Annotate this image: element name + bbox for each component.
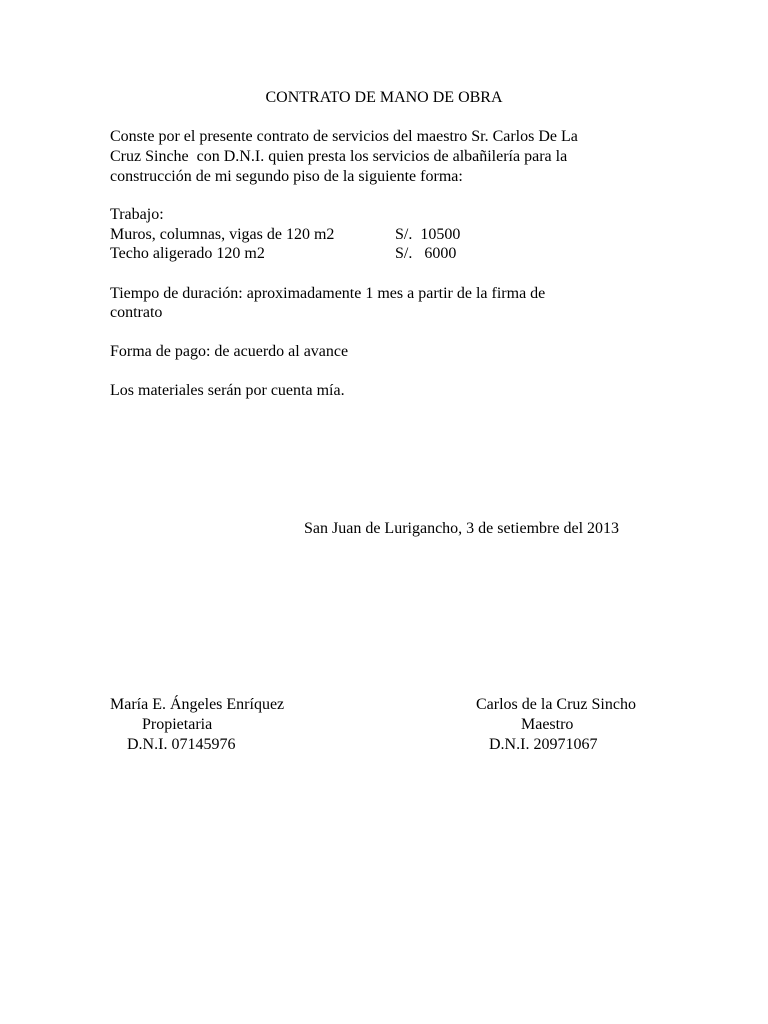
builder-name: Carlos de la Cruz Sincho: [476, 696, 636, 713]
owner-name: María E. Ángeles Enríquez: [110, 696, 285, 713]
work-item-1-amount: S/. 10500: [395, 226, 461, 243]
work-heading: Trabajo:: [110, 206, 164, 223]
payment-terms: Forma de pago: de acuerdo al avance: [110, 343, 349, 360]
document-title: CONTRATO DE MANO DE OBRA: [265, 89, 503, 106]
builder-role: Maestro: [521, 716, 574, 733]
work-item-2-description: Techo aligerado 120 m2: [110, 245, 265, 262]
owner-dni: D.N.I. 07145976: [127, 736, 236, 753]
builder-dni: D.N.I. 20971067: [489, 736, 598, 753]
owner-role: Propietaria: [142, 716, 213, 733]
place-and-date: San Juan de Lurigancho, 3 de setiembre del 2013: [304, 520, 620, 537]
intro-line-3: construcción de mi segundo piso de la siguiente forma:: [110, 168, 463, 185]
work-item-1-description: Muros, columnas, vigas de 120 m2: [110, 226, 335, 243]
intro-line-1: Conste por el presente contrato de servicios del maestro Sr. Carlos De La: [110, 128, 578, 145]
duration-line-1: Tiempo de duración: aproximadamente 1 mes a partir de la firma de: [110, 285, 546, 302]
duration-line-2: contrato: [110, 304, 163, 321]
materials-clause: Los materiales serán por cuenta mía.: [110, 382, 345, 399]
intro-line-2: Cruz Sinche con D.N.I. quien presta los servicios de albañilería para la: [110, 148, 568, 165]
work-item-2-amount: S/. 6000: [395, 245, 457, 262]
